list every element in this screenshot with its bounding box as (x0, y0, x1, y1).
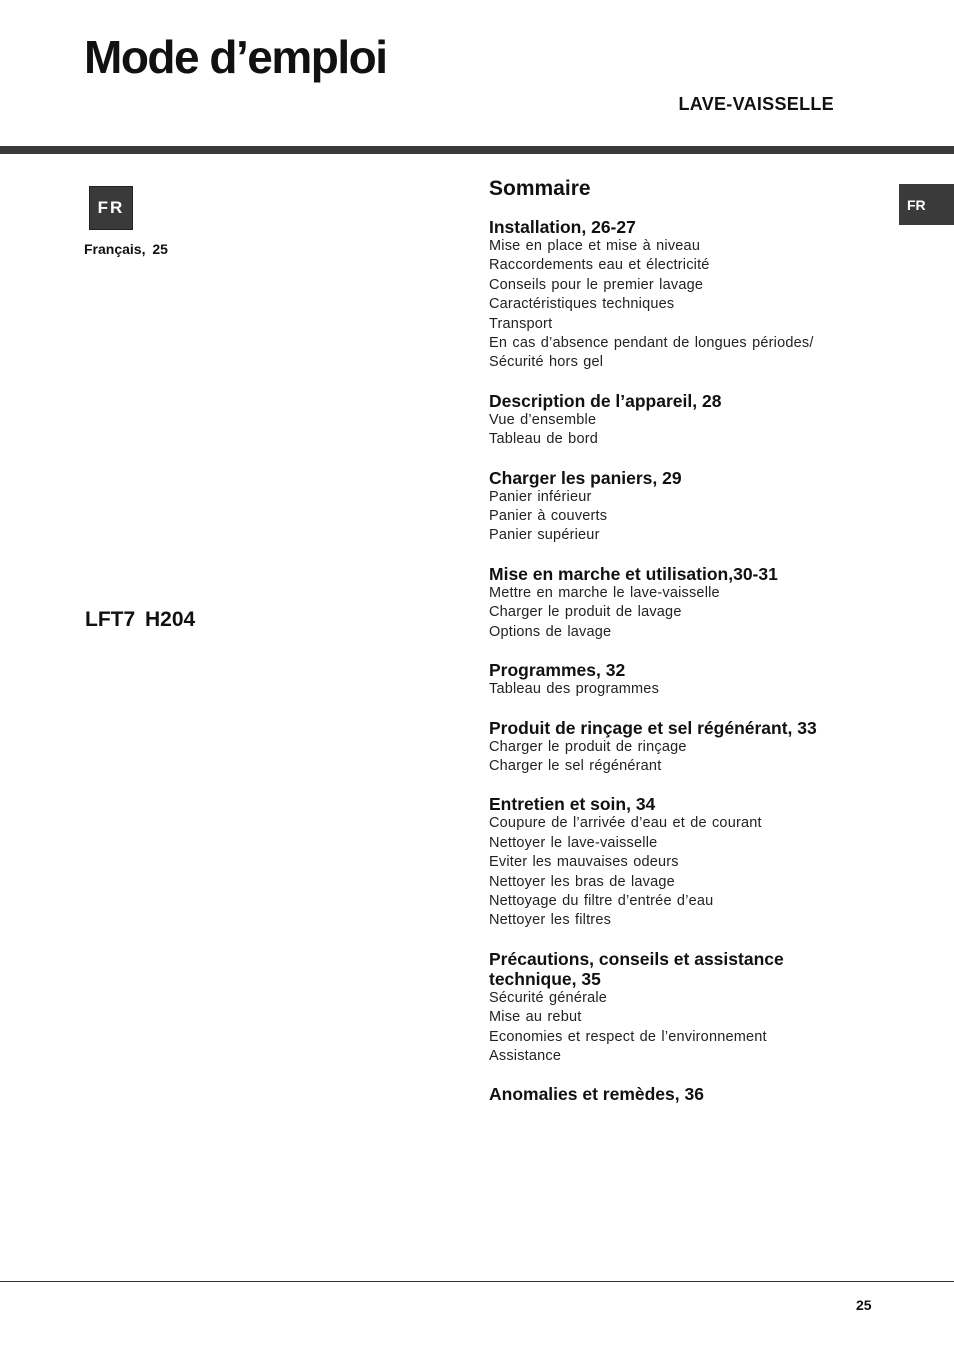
toc-section (489, 949, 869, 1067)
toc-section (489, 468, 869, 546)
toc-item: Options de lavage (489, 623, 612, 640)
toc-item: Panier inférieur (489, 488, 592, 505)
toc-section-heading: Programmes, 32 (489, 660, 626, 681)
toc-item: Economies et respect de l’environnement (489, 1028, 767, 1045)
toc-section (489, 217, 869, 373)
toc-section (489, 1084, 869, 1104)
toc-item: Assistance (489, 1047, 562, 1064)
toc-item: Sécurité générale (489, 989, 608, 1006)
language-entry: Français, 25 (84, 241, 168, 257)
toc-sections (489, 217, 869, 1104)
toc-section-heading: Installation, 26-27 (489, 217, 636, 237)
header-divider (0, 146, 954, 154)
toc-item: Vue d’ensemble (489, 411, 597, 428)
toc-section-heading: Produit de rinçage et sel régénérant, 33 (489, 717, 817, 738)
toc-item: Coupure de l’arrivée d’eau et de courant (489, 815, 762, 832)
toc-section-heading: Entretien et soin, 34 (489, 794, 656, 815)
toc-item: Conseils pour le premier lavage (489, 276, 704, 293)
model-number: LFT7 H204 (85, 608, 196, 631)
language-badge: FR (89, 186, 133, 230)
toc-item: Transport (489, 315, 553, 332)
toc-item: Tableau des programmes (489, 681, 660, 698)
toc-section (489, 564, 869, 642)
toc-item: Panier à couverts (489, 508, 608, 525)
toc-title: Sommaire (489, 177, 591, 200)
footer-divider (0, 1281, 954, 1282)
toc-item: Eviter les mauvaises odeurs (489, 854, 679, 871)
toc-item: Nettoyage du filtre d’entrée d’eau (489, 892, 714, 909)
page-number: 25 (856, 1297, 872, 1313)
toc-item: Nettoyer le lave-vaisselle (489, 834, 658, 851)
toc-item: Caractéristiques techniques (489, 296, 675, 313)
toc-section-heading: Anomalies et remèdes, 36 (489, 1084, 704, 1105)
toc-section (489, 391, 869, 450)
toc-item: Mise au rebut (489, 1009, 582, 1026)
table-of-contents (489, 177, 869, 1122)
toc-section (489, 718, 869, 777)
toc-item: Sécurité hors gel (489, 354, 604, 371)
product-category: LAVE-VAISSELLE (678, 94, 834, 114)
toc-section (489, 794, 869, 930)
toc-section (489, 660, 869, 699)
toc-section-heading: Charger les paniers, 29 (489, 467, 682, 488)
toc-item: Mise en place et mise à niveau (489, 238, 701, 254)
toc-item: Charger le produit de lavage (489, 604, 682, 621)
toc-item: Panier supérieur (489, 527, 600, 544)
page-title: Mode d’emploi (84, 31, 387, 83)
toc-item: Tableau de bord (489, 431, 598, 448)
toc-item: Nettoyer les filtres (489, 912, 612, 929)
toc-item: Raccordements eau et électricité (489, 257, 710, 274)
language-side-tab: FR (899, 184, 954, 225)
toc-item: Charger le sel régénérant (489, 757, 662, 774)
toc-section-heading: Mise en marche et utilisation,30-31 (489, 563, 778, 584)
toc-item: En cas d’absence pendant de longues périodes/ (489, 335, 814, 352)
toc-section-heading: Précautions, conseils et assistance technique, 35 (489, 948, 784, 989)
toc-item: Charger le produit de rinçage (489, 738, 687, 755)
toc-item: Nettoyer les bras de lavage (489, 873, 675, 890)
toc-item: Mettre en marche le lave-vaisselle (489, 584, 720, 601)
toc-section-heading: Description de l’appareil, 28 (489, 390, 722, 411)
